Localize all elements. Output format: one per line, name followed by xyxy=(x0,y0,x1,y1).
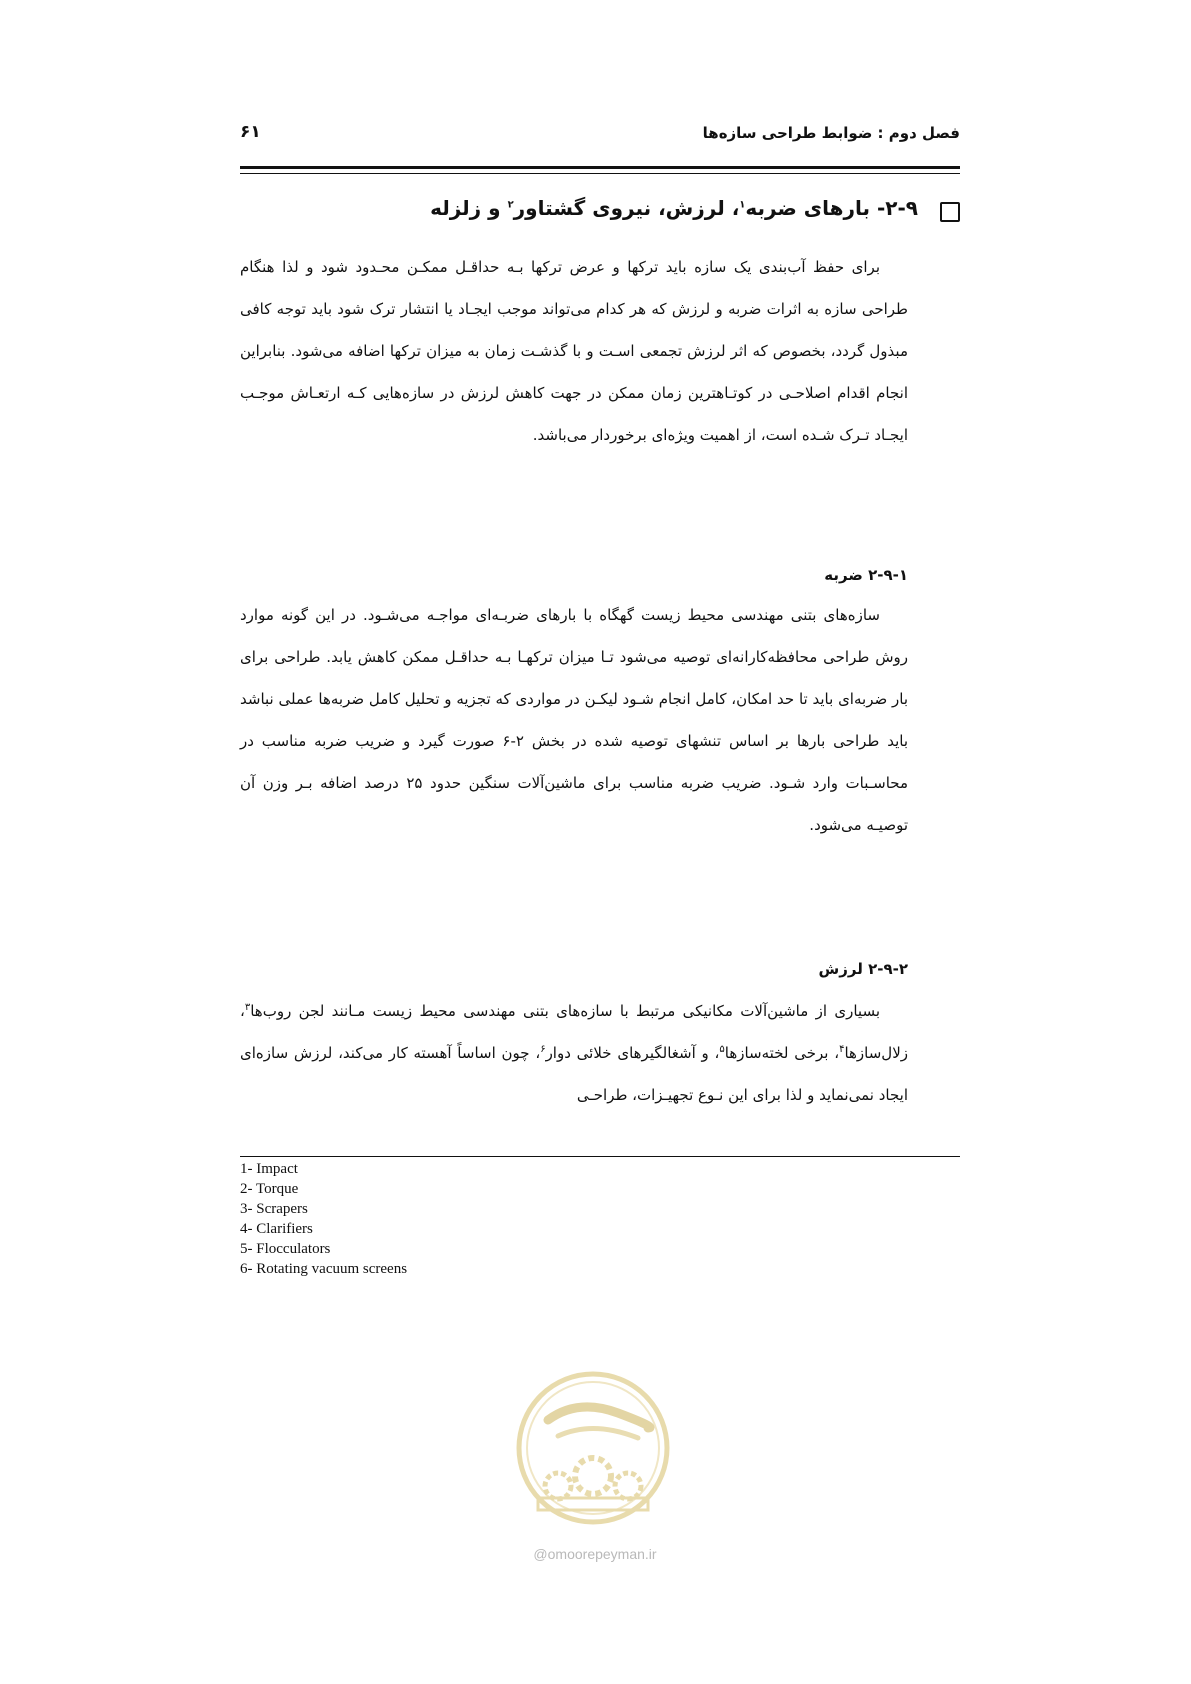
footnote-ref-4: ۴ xyxy=(839,1044,845,1055)
footnote-item: 2- Torque xyxy=(240,1181,299,1197)
subsection-1-paragraph xyxy=(240,594,908,846)
subsection-2-text-part1: بسیاری از ماشین‌آلات مکانیکی مرتبط با سازه‌های بتنی مهندسی محیط زیست مـانند لجن روب‌ها xyxy=(250,1002,880,1020)
running-header xyxy=(240,124,960,154)
subsection-2-text-part4: ، و آشغالگیرهای خلائی دوار xyxy=(545,1044,720,1062)
footnote-item: 3- Scrapers xyxy=(240,1201,308,1217)
footnote-item: 1- Impact xyxy=(240,1161,298,1177)
checkbox-square-icon xyxy=(940,202,960,222)
footnote-ref-5: ۵ xyxy=(719,1044,725,1055)
header-rule-thin xyxy=(240,173,960,174)
subsection-2-text-part5: ، چون اساساً آهسته کار می‌کند، لرزش سازه‌ای ایجاد نمی‌نماید و لذا برای این نـوع تجهیـزات، طراحـی xyxy=(240,1044,908,1104)
page-number: ۶۱ xyxy=(240,122,261,142)
subsection-2-text-part3: ، برخی لخته‌سازها xyxy=(724,1044,840,1062)
header-rule-thick xyxy=(240,166,960,169)
footnote-ref-3: ۳ xyxy=(244,1002,251,1013)
section-title xyxy=(430,196,918,220)
running-title: فصل دوم : ضوابط طراحی سازه‌ها xyxy=(702,124,960,142)
subsection-1-paragraph-text: سازه‌های بتنی مهندسی محیط زیست گهگاه با بارهای ضربـه‌ای مواجـه می‌شـود. در این گونه موارد روش طراحی محافظه‌کارانه‌ای توصیه می‌شود تـا میزان ترکهـا بـه حداقـل ممکن کاهش یابد. طراحی برای بار ضربه‌ای باید تا حد امکان، کامل انجام شـود لیکـن در مواردی که تجزیه و تحلیل کامل ضربه‌ها عملی نباشد باید طراحی بارها بر اساس تنشهای توصیه شده در بخش ۲-۶ صورت گیرد و ضریب ضربه مناسب در محاسـبات وارد شـود. ضریب ضربه مناسب برای ماشین‌آلات سنگین حدود ۲۵ درصد اضافه بـر وزن آن توصیـه می‌شود. xyxy=(240,606,909,834)
watermark-logo-icon xyxy=(498,1358,688,1528)
section-paragraph-text: برای حفظ آب‌بندی یک سازه باید ترکها و عرض ترکها بـه حداقـل ممکـن محـدود شود و لذا هنگام طراحی سازه به اثرات ضربه و لرزش که هر کدام می‌تواند موجب ایجـاد یا انتشار ترک شود باید توجه کافی مبذول گردد، بخصوص که اثر لرزش تجمعی اسـت و با گذشـت زمان به میزان ترکها اضافه می‌شود. بنابراین انجام اقدام اصلاحـی در کوتـاهترین زمان ممکن در جهت کاهش لرزش در سازه‌هایی کـه ارتعـاش موجـب ایجـاد تـرک شـده است، از اهمیت ویژه‌ای برخوردار می‌باشد. xyxy=(240,258,908,444)
footnote-item: 5- Flocculators xyxy=(240,1241,331,1257)
watermark-url: @omoorepeyman.ir xyxy=(533,1546,657,1562)
subsection-1-heading: ۲-۹-۱ ضربه xyxy=(824,566,908,584)
section-title-part1: ۲-۹- بارهای ضربه xyxy=(745,196,918,220)
subsection-2-heading: ۲-۹-۲ لرزش xyxy=(818,960,908,978)
footnote-rule xyxy=(240,1156,960,1157)
section-title-part2: ، لرزش، نیروی گشتاور xyxy=(513,196,740,220)
footnote-ref-1: ۱ xyxy=(739,199,746,211)
section-paragraph xyxy=(240,246,908,456)
section-heading xyxy=(240,196,960,232)
section-title-part3: و زلزله xyxy=(430,196,508,220)
footnote-item: 4- Clarifiers xyxy=(240,1221,313,1237)
footnotes xyxy=(240,1159,407,1279)
footnote-ref-6: ۶ xyxy=(540,1044,546,1055)
footnote-item: 6- Rotating vacuum screens xyxy=(240,1261,408,1277)
footnote-ref-2: ۲ xyxy=(507,199,514,211)
subsection-2-paragraph xyxy=(240,990,908,1116)
subsection-2-text-part2: ، زلال‌سازها xyxy=(240,1002,908,1062)
